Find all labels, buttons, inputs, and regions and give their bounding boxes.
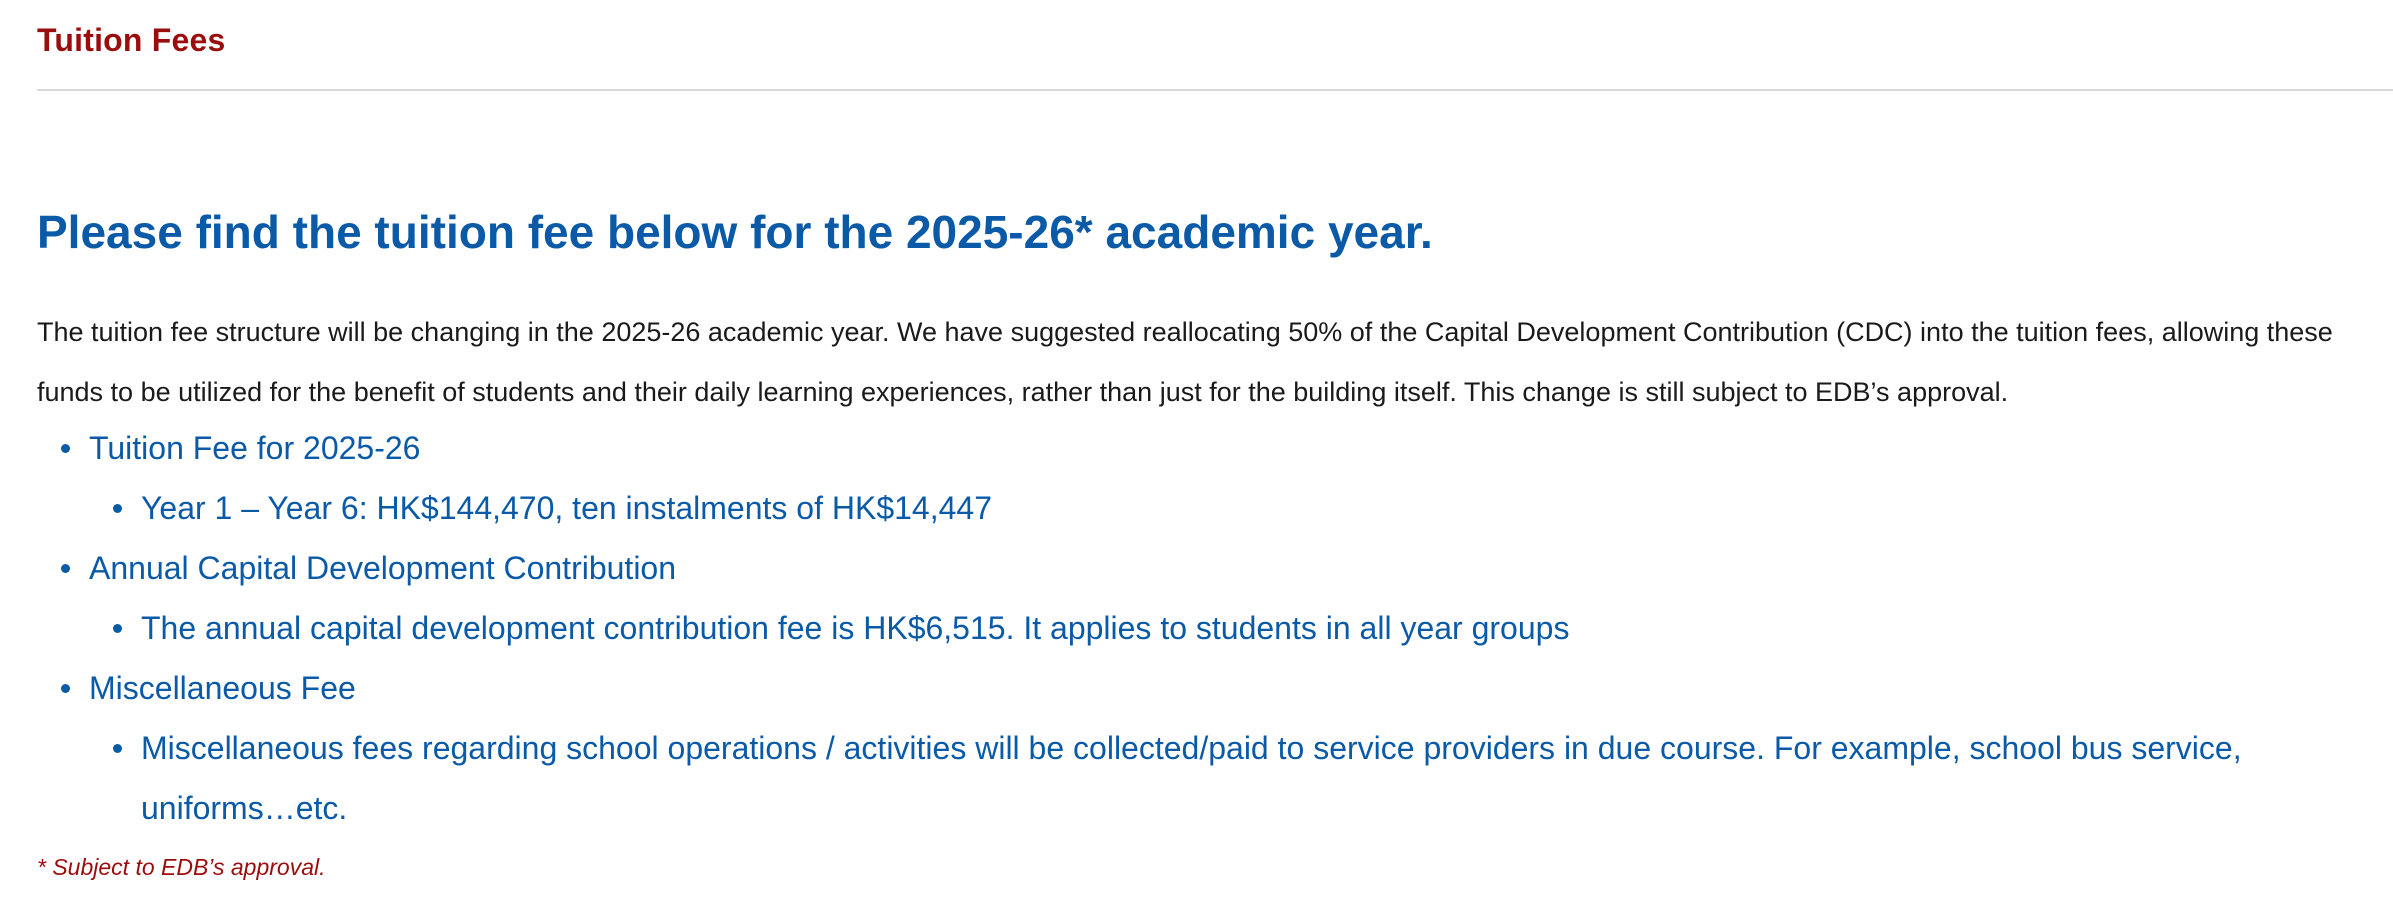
- fee-detail: The annual capital development contribution fee is HK$6,515. It applies to students in all year groups: [89, 598, 2367, 658]
- fee-detail: Year 1 – Year 6: HK$144,470, ten instalments of HK$14,447: [89, 478, 2367, 538]
- fee-detail: Miscellaneous fees regarding school operations / activities will be collected/paid to service providers in due course. For example, school bus service, uniforms…etc.: [89, 718, 2367, 838]
- fee-details: [89, 478, 2367, 538]
- fee-heading: Miscellaneous Fee: [89, 670, 356, 706]
- intro-paragraph: The tuition fee structure will be changing in the 2025-26 academic year. We have suggested reallocating 50% of the Capital Development Contribution (CDC) into the tuition fees, allowing these funds to be utilized for the benefit of students and their daily learning experiences, rather than just for the building itself. This change is still subject to EDB’s approval.: [37, 317, 2333, 407]
- section-divider: [37, 89, 2393, 91]
- fee-item-capital-development: [37, 538, 2367, 658]
- section-title: Tuition Fees: [37, 22, 226, 58]
- fee-item-miscellaneous: [37, 658, 2367, 838]
- fee-list: [37, 418, 2367, 838]
- fee-heading: Annual Capital Development Contribution: [89, 550, 677, 586]
- fee-details: [89, 598, 2367, 658]
- fee-heading: Tuition Fee for 2025-26: [89, 430, 421, 466]
- page-headline: Please find the tuition fee below for the 2025-26* academic year.: [37, 206, 1433, 258]
- fee-item-tuition: [37, 418, 2367, 538]
- footnote: * Subject to EDB’s approval.: [37, 854, 326, 880]
- fee-details: [89, 718, 2367, 838]
